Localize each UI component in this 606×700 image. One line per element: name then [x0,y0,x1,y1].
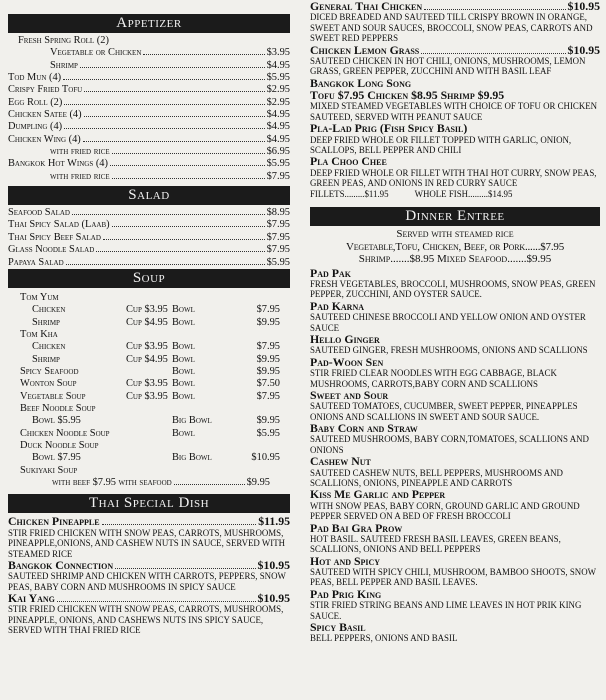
dinner-entree-header: Dinner Entree [310,207,600,226]
item-description: SAUTEED CHINESE BROCCOLI AND YELLOW ONION AND OYSTER SAUCE [310,312,586,333]
dinner-price-line: Shrimp.......$8.95 Mixed Seafood.......$9.95 [358,253,552,266]
menu-item [310,333,600,345]
item-description: SAUTEED MUSHROOMS, BABY CORN,TOMATOES, SCALLIONS AND ONIONS [310,434,589,455]
bowl-label: Bowl [172,304,195,316]
item-description: SAUTEED WITH SPICY CHILI, MUSHROOM, BAMBOO SHOOTS, SNOW PEAS, BELL PEPPER AND BASIL LEAVES. [310,567,596,588]
left-column [8,0,290,636]
item-prices: FILLETS.........$11.95 WHOLE FISH.........$14.95 [310,188,513,199]
dot-leader [115,568,255,569]
item-price: $2.95 [266,96,290,108]
menu-item [8,60,290,72]
menu-item: Tom Kha [20,328,58,340]
item-price: $8.95 [266,207,290,219]
item-name: Seafood Salad [8,207,70,219]
item-price: $7.95 [266,170,290,182]
item-price: $11.95 [258,515,290,528]
menu-item [8,378,290,390]
menu-item [310,455,600,467]
cup-price: Cup $3.95 [126,378,168,390]
item-name: Kiss Me Garlic and Pepper [310,488,446,501]
item-price: $2.95 [266,84,290,96]
item-name: Chicken Pineapple [8,515,100,528]
menu-item: Beef Noodle Soup [20,402,96,414]
item-description: STIR FRIED CHICKEN WITH SNOW PEAS, CARROTS, MUSHROOMS, PINEAPPLE,ONIONS, AND CASHEW NUTS IN SAUCE, SERVED WITH STEAMED RICE [8,527,286,559]
menu-item [8,354,290,366]
item-description: SAUTEED SHRIMP AND CHICKEN WITH CARROTS, PEPPERS, SNOW PEAS, BABY CORN AND MUSHROOMS IN SPICY SAUCE [8,571,286,592]
item-name: Chicken [32,341,66,353]
menu-item [8,146,290,158]
item-price: $7.95 [256,390,280,402]
tom-yum-list [8,304,290,329]
cup-price: Cup $4.95 [126,316,168,328]
item-price: $4.95 [266,121,290,133]
item-description: MIXED STEAMED VEGETABLES WITH CHOICE OF TOFU OR CHICKEN SAUTEED, SERVED WITH PEANUT SAUCE [310,101,598,122]
item-name: Shrimp [50,59,78,71]
item-name: Pad Pak [310,266,351,280]
item-name: Pad Prig King [310,587,382,601]
dot-leader [64,104,264,105]
menu-item [8,47,290,59]
item-price: $6.95 [266,146,290,158]
menu-item: Chicken Lemon Grass $10.95 [310,43,600,56]
item-name: Thai Spicy Salad (Laab) [8,219,110,231]
item-price: $9.95 [256,353,280,365]
appetizer-header: Appetizer [8,14,290,33]
cup-price: Cup $3.95 [126,304,168,316]
item-name: Pad Karna [310,299,364,313]
dot-leader [112,178,265,179]
menu-item: General Thai Chicken $10.95 [310,0,600,13]
menu-item: Fresh Spring Roll (2) [18,35,109,46]
item-price: $4.95 [266,59,290,71]
item-description: STIR FRIED CHICKEN WITH SNOW PEAS, CARROTS, MUSHROOMS, PINEAPPLE, ONIONS, AND CASHEWS NUTS INS SPICY SAUCE, SERVED WITH THAI FRIED RICE [8,604,284,636]
item-name: Wonton Soup [20,378,77,390]
menu-item: Pla-Lad Prig (Fish Spicy Basil) [310,122,468,135]
dot-leader [96,251,264,252]
item-price: $4.95 [266,133,290,145]
item-name: Kai Yang [8,592,55,605]
item-name: Glass Noodle Salad [8,244,95,256]
menu-item [310,300,600,312]
item-price: $4.95 [266,109,290,121]
menu-item [8,72,290,84]
dot-leader [84,116,265,117]
menu-item [8,317,290,329]
item-price: $9.95 [256,365,280,377]
appetizer-list [8,47,290,183]
menu-item [310,488,600,500]
item-name: Crispy Fried Tofu [8,84,83,96]
item-name: Baby Corn and Straw [310,422,418,435]
item-description: SAUTEED TOMATOES, CUCUMBER, SWEET PEPPER, PINEAPPLES ONIONS AND SCALLIONS IN SWEET AND SOUR SAUCE. [310,401,578,422]
item-description: SAUTEED CASHEW NUTS, BELL PEPPERS, MUSHROOMS AND SCALLIONS, ONIONS, PINEAPPLE AND CARROTS [310,467,563,488]
menu-item [8,304,290,316]
item-name: Thai Spicy Beef Salad [8,231,101,243]
dot-leader [110,165,265,166]
item-name: Pad-Woon Sen [310,355,384,369]
bowl-label: Bowl [172,378,195,390]
item-name: Dumpling (4) [8,121,63,133]
dinner-list [310,267,600,644]
item-price: $7.95 [266,244,290,256]
dot-leader [83,141,265,142]
item-description: DEEP FRIED WHOLE OR FILLET WITH THAI HOT CURRY, SNOW PEAS, GREEN PEAS, AND ONIONS IN RED CURRY SAUCE [310,167,597,189]
menu-item [310,356,600,368]
item-description: BELL PEPPERS, ONIONS AND BASIL [310,633,458,644]
dot-leader [80,67,265,68]
menu-item [8,158,290,170]
item-price: $9.95 [256,316,280,328]
item-price: $10.95 [257,558,290,572]
menu-item [8,244,290,256]
menu-item [8,109,290,121]
item-name: Sweet and Sour [310,388,389,402]
dot-leader [84,91,264,92]
menu-item [8,559,290,571]
item-description: FRESH VEGETABLES, BROCCOLI, MUSHROOMS, SNOW PEAS, GREEN PEPPER, ZUCCHINI, AND OYSTER SAUCE. [310,279,596,300]
item-price: $10.95 [257,592,290,605]
item-description: STIR FRIED CLEAR NOODLES WITH EGG CABBAGE, BLACK MUSHROOMS, CARROTS,BABY CORN AND SCALLIONS [310,368,557,389]
item-description: SAUTEED CHICKEN IN HOT CHILI, ONIONS, MUSHROOMS, LEMON GRASS, GREEN PEPPER, ZUCCHINI AND WITH BASIL LEAF [310,55,586,77]
item-name: Chicken [32,304,66,316]
item-price: $7.95 [256,304,280,316]
menu-item [8,391,290,403]
menu-item [310,522,600,534]
menu-item [8,97,290,109]
menu-item [8,515,290,527]
item-description: HOT BASIL. SAUTEED FRESH BASIL LEAVES, GREEN BEANS, SCALLIONS, ONIONS AND BELL PEPPERS [310,533,561,555]
dot-leader [143,54,264,55]
item-name: Hot and Spicy [310,554,381,568]
cup-price: Cup $3.95 [126,390,168,402]
menu-item: Tom Yum [20,291,59,303]
bowl-label: Bowl [172,390,195,402]
menu-item: Bowl $5.95 Big Bowl $9.95 [32,415,280,427]
item-description: DICED BREADED AND SAUTEED TILL CRISPY BROWN IN ORANGE, SWEET AND SOUR SAUCES, BROCCOLI, SNOW PEAS, CARROTS AND SWEET RED PEPPERS [310,12,593,44]
soup-header: Soup [8,269,290,288]
menu-item [310,588,600,600]
item-prices: Tofu $7.95 Chicken $8.95 Shrimp $9.95 [310,89,505,102]
dot-leader [72,214,265,215]
menu-item: Bowl $7.95 Big Bowl $10.95 [32,452,280,464]
tom-kha-list [8,341,290,366]
menu-item [8,257,290,269]
item-price: $7.50 [256,378,280,390]
salad-list [8,207,290,269]
right-column [310,0,600,644]
item-price: $3.95 [266,47,290,59]
menu-item: with beef $7.95 with seafood $9.95 [52,477,270,488]
item-name: Shrimp [32,353,60,365]
cup-price: Cup $3.95 [126,341,168,353]
item-description: SAUTEED GINGER, FRESH MUSHROOMS, ONIONS AND SCALLIONS [310,345,588,356]
bowl-label: Bowl [172,353,195,365]
menu-item [310,267,600,279]
salad-header: Salad [8,186,290,205]
menu-item [8,121,290,133]
item-price: $7.95 [266,231,290,243]
menu-item: Pla Choo Chee [310,155,387,168]
menu-item [8,207,290,219]
dot-leader [57,601,256,602]
menu-item: Chicken Noodle Soup Bowl $5.95 [20,427,280,439]
dinner-served-note: Served with steamed rice [396,227,514,240]
item-price: $5.95 [266,72,290,84]
item-name: Egg Roll (2) [8,96,63,108]
dinner-price-line: Vegetable,Tofu, Chicken, Beef, or Pork......$7.95 [345,240,565,253]
menu-item [8,341,290,353]
menu-item [310,555,600,567]
bowl-label: Bowl [172,341,195,353]
item-name: Vegetable or Chicken [50,47,142,59]
dot-leader [112,153,265,154]
dot-leader [63,79,264,80]
item-name: Spicy Seafood [20,365,79,377]
dot-leader [103,239,265,240]
menu-item [310,621,600,633]
menu-item: Duck Noodle Soup [20,439,99,451]
menu-item [8,232,290,244]
dot-leader [66,264,265,265]
item-price: $5.95 [266,158,290,170]
cup-price [126,366,172,378]
menu-item [8,592,290,604]
menu-item: Sukiyaki Soup [20,464,78,476]
menu-item [8,219,290,231]
menu-item [8,84,290,96]
item-name: Tod Mun (4) [8,72,62,84]
item-price: $7.95 [266,219,290,231]
item-name: Bangkok Hot Wings (4) [8,158,108,170]
bowl-label: Bowl [172,316,195,328]
menu-item [310,389,600,401]
item-name: Chicken Wing (4) [8,133,81,145]
dot-leader [112,226,265,227]
menu-item [8,134,290,146]
dot-leader [64,128,265,129]
item-name: Bangkok Connection [8,558,114,572]
cup-price: Cup $4.95 [126,353,168,365]
item-name: Pad Bai Gra Prow [310,521,403,534]
menu-item [8,366,290,378]
item-price: $7.95 [256,341,280,353]
item-name: Papaya Salad [8,256,64,268]
item-name: Cashew Nut [310,455,371,468]
other-soup-list [8,366,290,403]
item-description: STIR FRIED STRING BEANS AND LIME LEAVES IN HOT PRIK KING SAUCE. [310,600,582,621]
item-name: Hello Ginger [310,333,380,346]
item-name: with fried rice [50,170,110,182]
item-name: Spicy Basil [310,621,366,634]
item-name: Shrimp [32,316,60,328]
item-description: WITH SNOW PEAS, BABY CORN, GROUND GARLIC AND GROUND PEPPER SERVED ON A BED OF FRESH BROCCOLI [310,500,580,522]
thai-special-list [8,515,290,635]
bowl-label: Bowl [172,365,195,377]
item-name: Vegetable Soup [20,390,86,402]
menu-item [310,422,600,434]
item-description: DEEP FRIED WHOLE OR FILLET TOPPED WITH GARLIC, ONION, SCALLOPS, BELL PEPPER AND CHILI [310,134,572,155]
dot-leader [102,524,257,525]
item-name: Chicken Satee (4) [8,109,82,121]
menu-item: Bangkok Long Song [310,76,412,90]
thai-special-header: Thai Special Dish [8,494,290,513]
item-price: $5.95 [266,256,290,268]
item-name: with fried rice [50,146,110,158]
menu-item [8,171,290,183]
